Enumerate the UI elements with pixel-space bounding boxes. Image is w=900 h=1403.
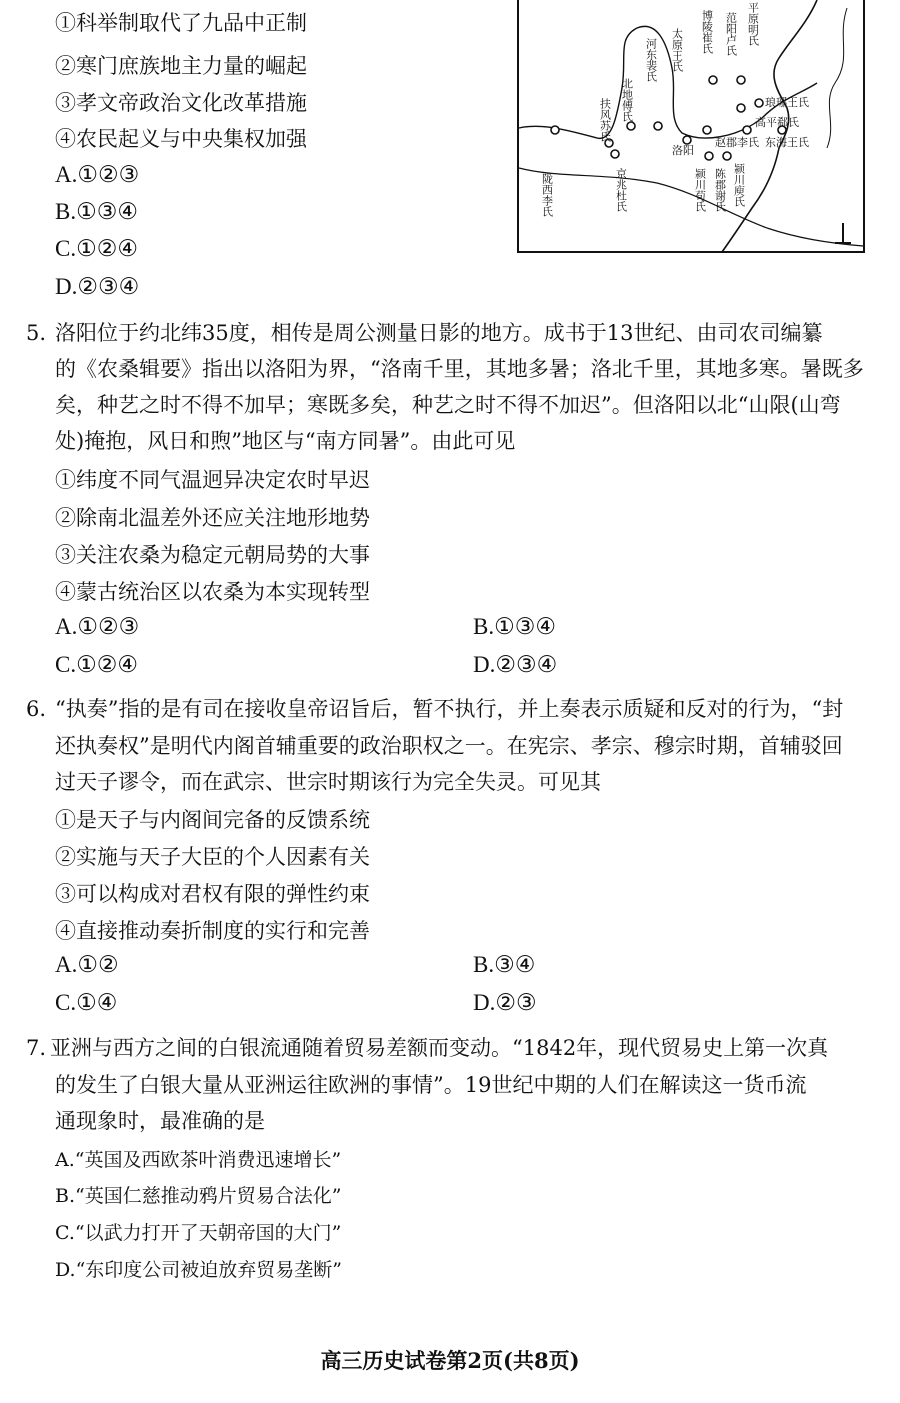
q5-stem-line-2: 的《农桑辑要》指出以洛阳为界，“洛南千里，其地多暑；洛北千里，其地多寒。暑既多 (55, 357, 864, 381)
q5-item-4: ④蒙古统治区以农桑为本实现转型 (55, 580, 370, 604)
q4-option-d[interactable]: D.②③④ (55, 274, 140, 299)
map-label-fufeng: 扶风苏氏 (598, 98, 612, 142)
q6-number: 6. (26, 697, 47, 721)
q4-item-2: ②寒门庶族地主力量的崛起 (55, 54, 307, 78)
compass-icon (835, 223, 851, 243)
q7-option-a[interactable]: A.“英国及西欧茶叶消费迅速增长” (55, 1149, 342, 1171)
q5-item-3: ③关注农桑为稳定元朝局势的大事 (55, 543, 370, 567)
map-label-boling: 博陵崔氏 (700, 10, 714, 54)
marker-gaoping (743, 126, 751, 134)
q5-option-a[interactable]: A.①②③ (55, 614, 140, 639)
q5-stem-line-3: 矣，种艺之时不得不加早；寒既多矣，种艺之时不得不加迟”。但洛阳以北“山限(山弯 (55, 393, 841, 417)
map-frame (518, 0, 864, 252)
q6-item-3: ③可以构成对君权有限的弹性约束 (55, 882, 370, 906)
map-label-gaoping: 高平郗氏 (755, 116, 799, 129)
map-label-taiyuan: 太原王氏 (670, 28, 684, 72)
map-label-yingchuan: 颍川荀氏 (693, 168, 707, 212)
map-label-yuyang: 颍川庾氏 (732, 163, 746, 207)
gentry-clans-map (517, 0, 865, 253)
q7-option-b[interactable]: B.“英国仁慈推动鸦片贸易合法化” (55, 1185, 342, 1207)
q6-item-1: ①是天子与内阁间完备的反馈系统 (55, 808, 370, 832)
marker-chenjun (723, 152, 731, 160)
q6-stem-line-3: 过天子谬令，而在武宗、世宗时期该行为完全失灵。可见其 (55, 770, 601, 794)
marker-longxi (551, 126, 559, 134)
map-label-chenjun: 陈郡谢氏 (713, 168, 727, 212)
map-label-pingyuan: 平原明氏 (746, 2, 760, 46)
q7-option-c[interactable]: C.“以武力打开了天朝帝国的大门” (55, 1222, 342, 1244)
q5-option-d[interactable]: D.②③④ (473, 652, 558, 677)
q6-option-b[interactable]: B.③④ (473, 952, 536, 977)
marker-fanyang (737, 76, 745, 84)
q4-option-c[interactable]: C.①②④ (55, 236, 138, 261)
q6-option-c[interactable]: C.①④ (55, 990, 118, 1015)
map-river-2 (519, 168, 863, 246)
map-label-langya: 琅琊王氏 (765, 96, 809, 109)
q5-item-2: ②除南北温差外还应关注地形地势 (55, 506, 370, 530)
q4-item-3: ③孝文帝政治文化改革措施 (55, 91, 307, 115)
q5-item-1: ①纬度不同气温迥异决定农时早迟 (55, 468, 370, 492)
q6-stem-line-2: 还执奏权”是明代内阁首辅重要的政治职权之一。在宪宗、孝宗、穆宗时期，首辅驳回 (55, 734, 843, 758)
map-label-longxi: 陇西李氏 (540, 173, 554, 217)
q6-item-2: ②实施与天子大臣的个人因素有关 (55, 845, 370, 869)
marker-langya (755, 99, 763, 107)
marker-yingchuan (705, 152, 713, 160)
map-label-fanyang: 范阳卢氏 (724, 12, 738, 56)
marker-jingzhao (611, 150, 619, 158)
q5-stem-line-4: 处)掩抱，风日和煦”地区与“南方同暑”。由此可见 (55, 429, 516, 453)
map-label-beidi: 北地傅氏 (620, 78, 634, 122)
marker-qinghe (737, 104, 745, 112)
q7-stem-line-2: 的发生了白银大量从亚洲运往欧洲的事情”。19世纪中期的人们在解读这一货币流 (55, 1073, 807, 1097)
q5-number: 5. (26, 321, 47, 345)
page-footer: 高三历史试卷第2页(共8页) (320, 1348, 580, 1373)
q7-option-d[interactable]: D.“东印度公司被迫放弃贸易垄断” (55, 1259, 343, 1281)
q4-item-1: ①科举制取代了九品中正制 (55, 11, 307, 35)
map-mountain (827, 8, 847, 148)
q4-item-4: ④农民起义与中央集权加强 (55, 127, 307, 151)
q7-stem-line-3: 通现象时，最准确的是 (55, 1109, 265, 1133)
marker-beidi (627, 122, 635, 130)
map-label-luoyang: 洛阳 (672, 144, 694, 157)
q6-stem-line-1: “执奏”指的是有司在接收皇帝诏旨后，暂不执行，并上奏表示质疑和反对的行为，“封 (55, 697, 844, 721)
marker-hedong (654, 122, 662, 130)
q4-option-a[interactable]: A.①②③ (55, 162, 140, 187)
q4-option-b[interactable]: B.①③④ (55, 199, 138, 224)
marker-boling (709, 76, 717, 84)
q6-item-4: ④直接推动奏折制度的实行和完善 (55, 919, 370, 943)
map-label-zhao: 赵郡李氏 (715, 136, 759, 149)
q6-option-d[interactable]: D.②③ (473, 990, 537, 1015)
map-label-donghai: 东海王氏 (765, 136, 809, 149)
marker-luoyang (683, 136, 691, 144)
q6-option-a[interactable]: A.①② (55, 952, 119, 977)
marker-zhao (703, 126, 711, 134)
q5-stem-line-1: 洛阳位于约北纬35度，相传是周公测量日影的地方。成书于13世纪、由司农司编纂 (55, 321, 823, 345)
map-label-hedong: 河东裴氏 (644, 38, 658, 82)
q7-stem-line-1: 亚洲与西方之间的白银流通随着贸易差额而变动。“1842年，现代贸易史上第一次真 (50, 1036, 829, 1060)
map-label-jingzhao: 京兆杜氏 (614, 168, 628, 212)
q5-option-b[interactable]: B.①③④ (473, 614, 556, 639)
q7-number: 7. (26, 1036, 47, 1060)
q5-option-c[interactable]: C.①②④ (55, 652, 138, 677)
